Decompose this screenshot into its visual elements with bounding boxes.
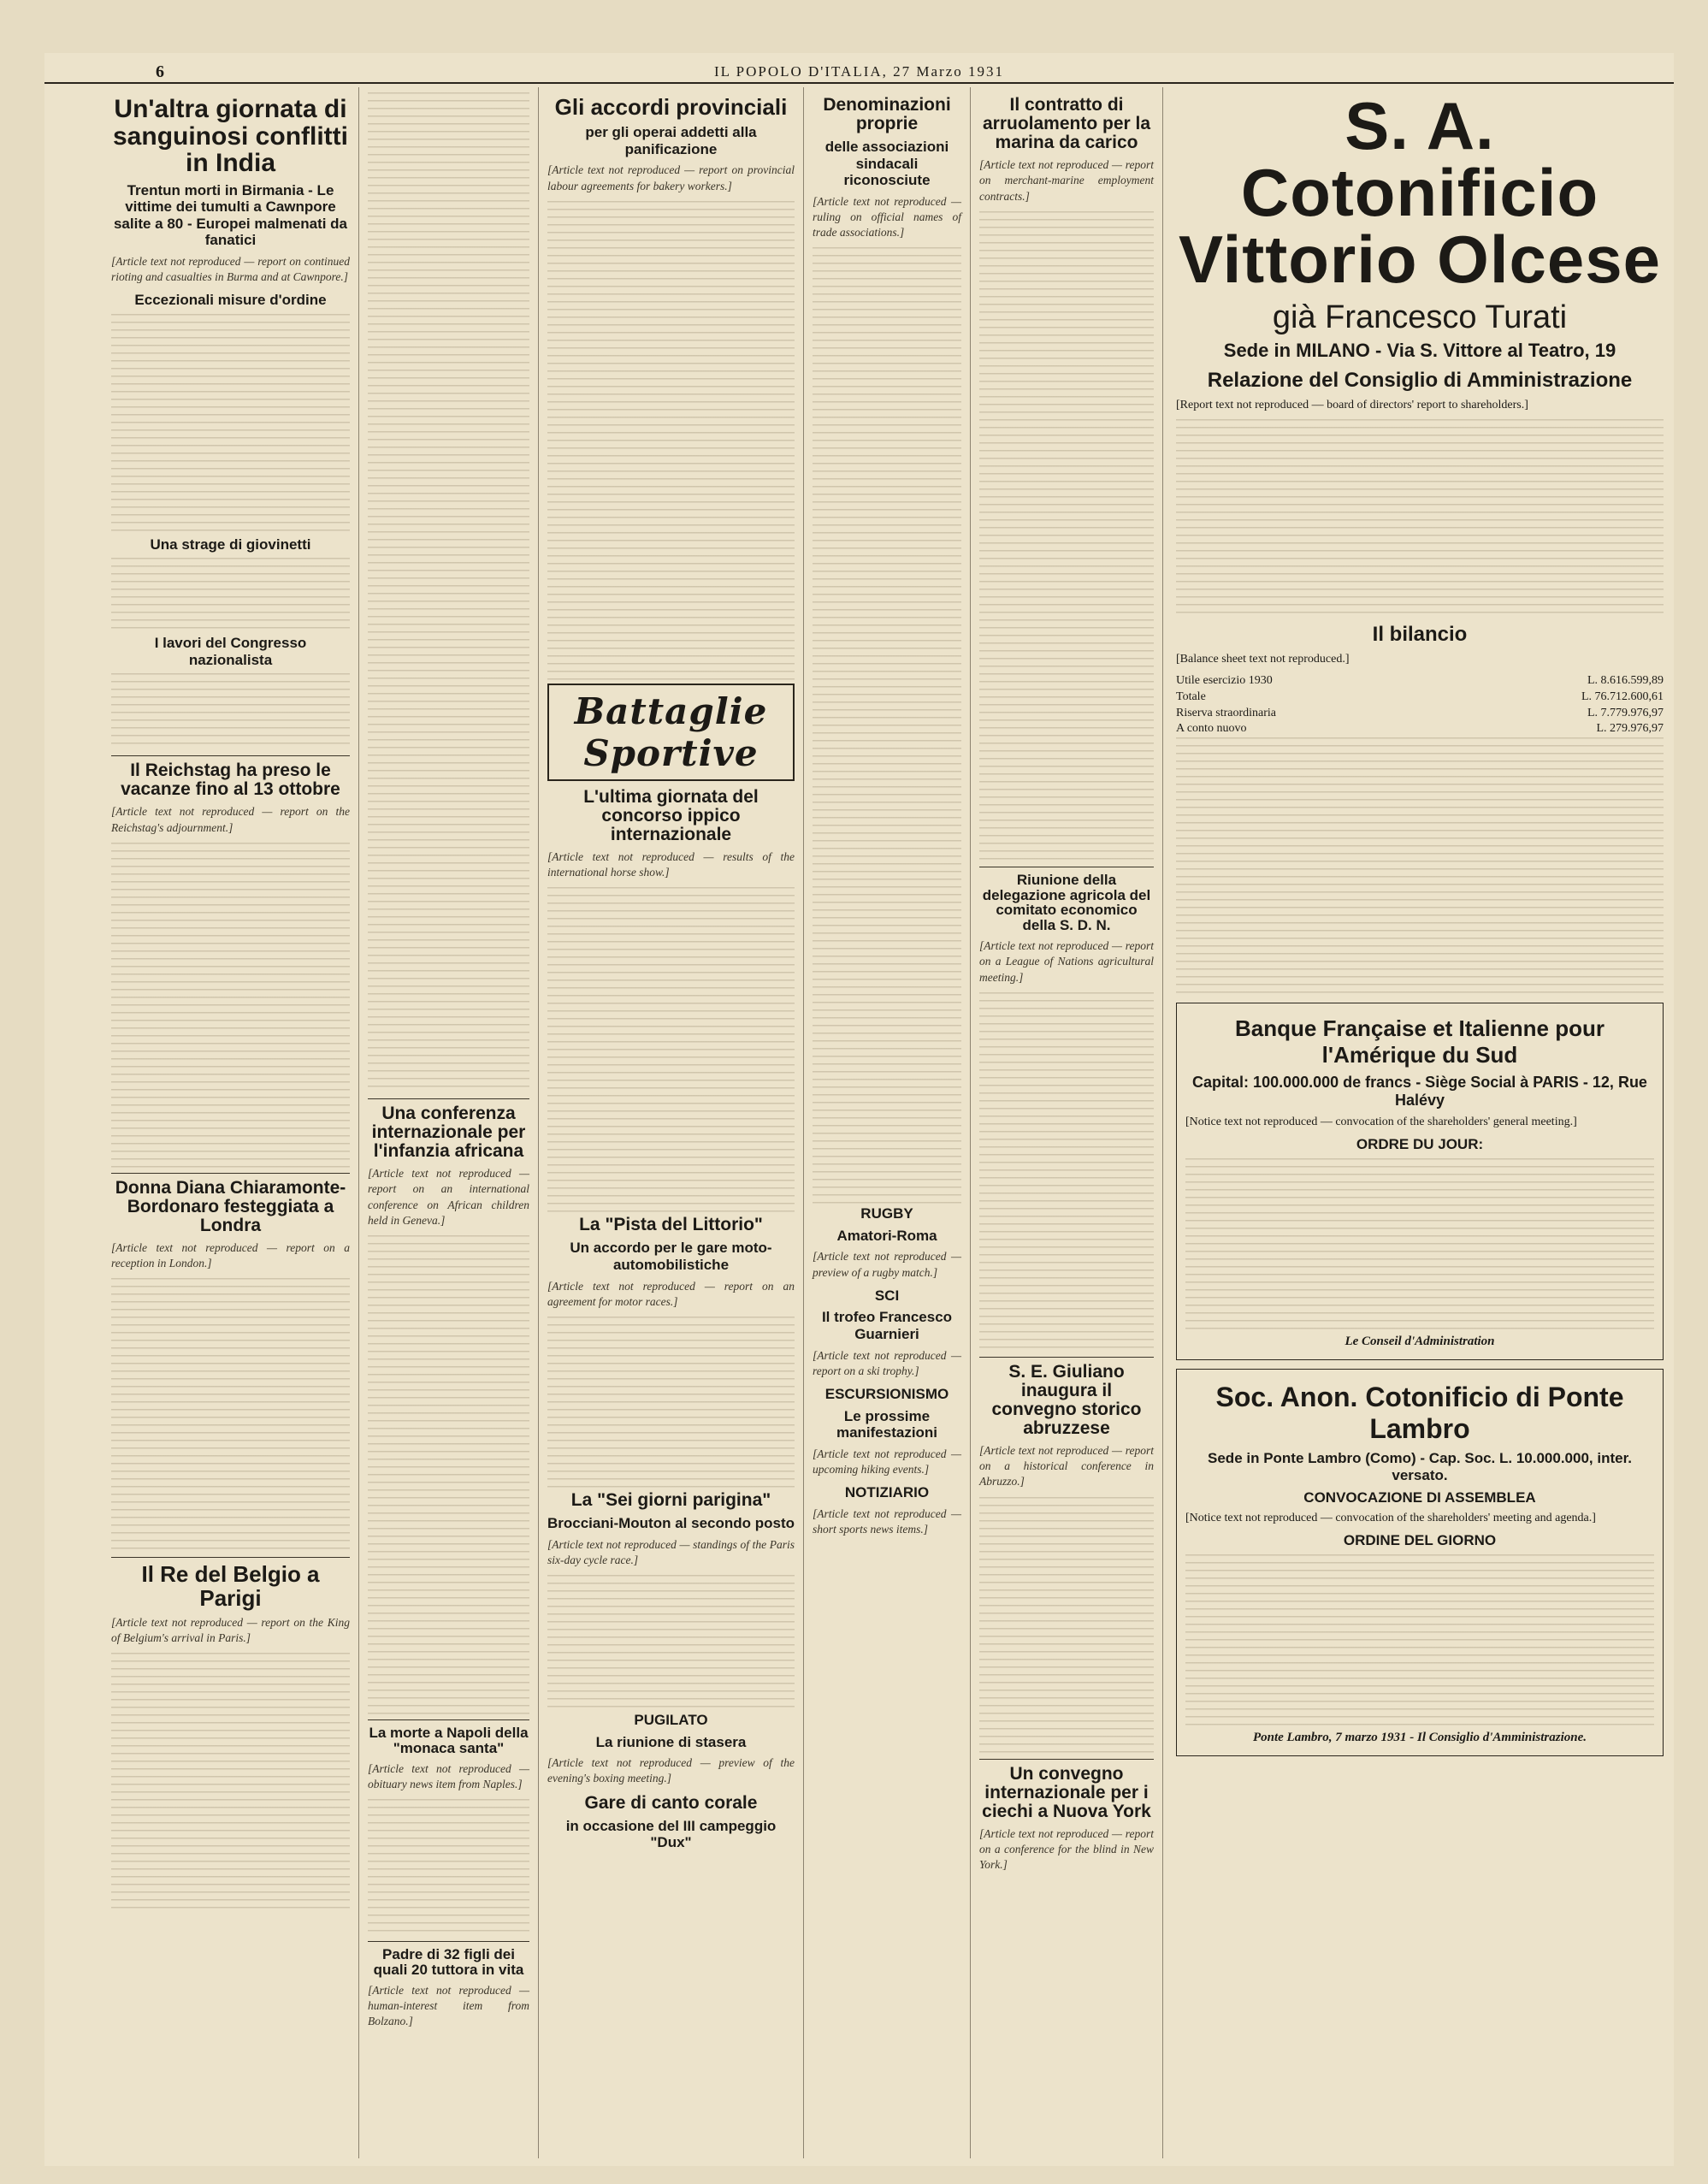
- accordi-subheadline: per gli operai addetti alla panificazione: [585, 124, 757, 157]
- olcese-bilancio-summary: [Balance sheet text not reproduced.]: [1176, 652, 1350, 666]
- lambro-signature: Ponte Lambro, 7 marzo 1931 - Il Consiglio d'Amministrazione.: [1252, 1730, 1587, 1744]
- financial-row: A conto nuovo L. 279.976,97: [1176, 722, 1664, 736]
- article-body-placeholder: [111, 558, 350, 635]
- escursionismo-subheadline: Le prossime manifestazioni: [836, 1407, 938, 1441]
- olcese-subtitle: già Francesco Turati: [1272, 299, 1568, 335]
- column-1: [103, 87, 359, 2158]
- donna-headline: Donna Diana Chiaramonte-Bordonaro festeggiata a Londra: [115, 1177, 346, 1235]
- india-summary: [Article text not reproduced — report on continued rioting and casualties in Burma and at Cawnpore.]: [111, 254, 350, 283]
- re-belgio-summary: [Article text not reproduced — report on the King of Belgium's arrival in Paris.]: [111, 1616, 350, 1645]
- pista-subheadline: Un accordo per le gare moto-automobilistiche: [570, 1240, 772, 1273]
- financial-row: Totale L. 76.712.600,61: [1176, 690, 1664, 703]
- ciechi-headline: Un convegno internazionale per i ciechi a Nuova York: [982, 1763, 1151, 1821]
- article-body-placeholder: [368, 92, 529, 1093]
- contratto-summary: [Article text not reproduced — report on merchant-marine employment contracts.]: [979, 158, 1154, 203]
- column-5: [971, 87, 1163, 2158]
- rugby-title: RUGBY: [860, 1205, 913, 1222]
- article-body-placeholder: [368, 1235, 529, 1714]
- olcese-title: S. A. Cotonificio Vittorio Olcese: [1178, 88, 1662, 297]
- contratto-headline: Il contratto di arruolamento per la marina da carico: [982, 95, 1151, 153]
- article-body-placeholder: [979, 992, 1154, 1352]
- banque-ordre-title: ORDRE DU JOUR:: [1356, 1136, 1484, 1153]
- india-section-title: Una strage di giovinetti: [150, 536, 311, 553]
- olcese-bilancio-title: Il bilancio: [1372, 622, 1468, 646]
- giuliano-summary: [Article text not reproduced — report on a historical conference in Abruzzo.]: [979, 1444, 1154, 1489]
- conferenza-summary: [Article text not reproduced — report on an international conference on African children held in Geneva.]: [368, 1167, 529, 1227]
- lambro-sede: Sede in Ponte Lambro (Como) - Cap. Soc. L. 10.000.000, inter. versato.: [1208, 1449, 1632, 1483]
- lambro-convocazione: CONVOCAZIONE DI ASSEMBLEA: [1303, 1489, 1536, 1506]
- napoli-summary: [Article text not reproduced — obituary news item from Naples.]: [368, 1761, 529, 1790]
- conferenza-headline: Una conferenza internazionale per l'infanzia africana: [371, 1104, 526, 1162]
- denominazioni-subheadline: delle associazioni sindacali riconosciute: [824, 139, 949, 189]
- india-headline: Un'altra giornata di sanguinosi conflitti in India: [113, 95, 348, 177]
- seigiorni-summary: [Article text not reproduced — standings of the Paris six-day cycle race.]: [547, 1537, 795, 1566]
- lambro-title: Soc. Anon. Cotonificio di Ponte Lambro: [1215, 1381, 1624, 1444]
- pugilato-summary: [Article text not reproduced — preview of the evening's boxing meeting.]: [547, 1756, 795, 1785]
- sci-subheadline: Il trofeo Francesco Guarnieri: [821, 1309, 953, 1343]
- pista-summary: [Article text not reproduced — report on an agreement for motor races.]: [547, 1279, 795, 1308]
- article-body-placeholder: [111, 1653, 350, 1909]
- article-body-placeholder: [111, 314, 350, 536]
- seigiorni-subheadline: Brocciani-Mouton al secondo posto: [547, 1515, 795, 1532]
- pugilato-subheadline: La riunione di stasera: [595, 1733, 747, 1750]
- notiziario-title: NOTIZIARIO: [844, 1484, 930, 1501]
- article-body-placeholder: [547, 201, 795, 680]
- article-body-placeholder: [547, 1575, 795, 1712]
- olcese-sede: Sede in MILANO - Via S. Vittore al Teatro, 19: [1223, 340, 1616, 361]
- olcese-financials: [1176, 673, 1664, 738]
- financial-row: Riserva straordinaria L. 7.779.976,97: [1176, 706, 1664, 719]
- reichstag-headline: Il Reichstag ha preso le vacanze fino al 13 ottobre: [121, 761, 340, 800]
- article-body-placeholder: [979, 211, 1154, 861]
- ippico-headline: L'ultima giornata del concorso ippico internazionale: [583, 786, 759, 844]
- riunione-headline: Riunione della delegazione agricola del comitato economico della S. D. N.: [982, 871, 1151, 934]
- napoli-headline: La morte a Napoli della "monaca santa": [369, 1725, 529, 1756]
- column-3: [539, 87, 804, 2158]
- padre-headline: Padre di 32 figli dei quali 20 tuttora in vita: [373, 1946, 524, 1978]
- sci-title: SCI: [874, 1287, 900, 1304]
- article-body-placeholder: [111, 843, 350, 1168]
- sport-banner: Battaglie Sportive: [547, 684, 795, 781]
- article-body-placeholder: [1176, 419, 1664, 616]
- ciechi-summary: [Article text not reproduced — report on a conference for the blind in New York.]: [979, 1826, 1154, 1872]
- article-body-placeholder: [1185, 1554, 1654, 1725]
- seigiorni-headline: La "Sei giorni parigina": [570, 1489, 771, 1510]
- india-subheadline: Trentun morti in Birmania - Le vittime dei tumulti a Cawnpore salite a 80 - Europei malmenati da fanatici: [113, 181, 348, 249]
- financial-row: Utile esercizio 1930 L. 8.616.599,89: [1176, 673, 1664, 687]
- escursionismo-summary: [Article text not reproduced — upcoming hiking events.]: [813, 1447, 961, 1476]
- escursionismo-title: ESCURSIONISMO: [824, 1386, 949, 1402]
- article-body-placeholder: [979, 1497, 1154, 1754]
- masthead: [44, 62, 1674, 84]
- page-number: 6: [156, 62, 164, 81]
- reichstag-summary: [Article text not reproduced — report on the Reichstag's adjournment.]: [111, 805, 350, 834]
- re-belgio-headline: Il Re del Belgio a Parigi: [141, 1561, 320, 1611]
- banque-capital: Capital: 100.000.000 de francs - Siège Social à PARIS - 12, Rue Halévy: [1192, 1074, 1647, 1110]
- column-2: [359, 87, 539, 2158]
- article-body-placeholder: [111, 673, 350, 750]
- riunione-summary: [Article text not reproduced — report on a League of Nations agricultural meeting.]: [979, 939, 1154, 984]
- lambro-ordine-title: ORDINE DEL GIORNO: [1343, 1532, 1497, 1549]
- article-body-placeholder: [368, 1799, 529, 1936]
- india-section-title: Eccezionali misure d'ordine: [134, 292, 327, 309]
- newspaper-title: IL POPOLO D'ITALIA, 27 Marzo 1931: [713, 63, 1005, 80]
- giuliano-headline: S. E. Giuliano inaugura il convegno storico abruzzese: [991, 1361, 1142, 1438]
- article-body-placeholder: [1176, 737, 1664, 994]
- article-body-placeholder: [111, 1278, 350, 1552]
- accordi-headline: Gli accordi provinciali: [554, 94, 788, 120]
- rugby-summary: [Article text not reproduced — preview of a rugby match.]: [813, 1250, 961, 1279]
- denominazioni-summary: [Article text not reproduced — ruling on official names of trade associations.]: [813, 194, 961, 240]
- banque-title: Banque Française et Italienne pour l'Amérique du Sud: [1235, 1015, 1605, 1068]
- canto-headline: Gare di canto corale: [584, 1792, 758, 1813]
- banque-notice: [1176, 1003, 1664, 1359]
- accordi-summary: [Article text not reproduced — report on provincial labour agreements for bakery workers.]: [547, 163, 795, 192]
- banque-signature: Le Conseil d'Administration: [1345, 1334, 1495, 1348]
- column-4: [804, 87, 971, 2158]
- denominazioni-headline: Denominazioni proprie: [823, 95, 951, 134]
- article-body-placeholder: [813, 247, 961, 1205]
- india-section-title: I lavori del Congresso nazionalista: [154, 635, 307, 668]
- canto-subheadline: in occasione del III campeggio "Dux": [565, 1817, 777, 1851]
- notiziario-summary: [Article text not reproduced — short sports news items.]: [813, 1506, 961, 1536]
- article-body-placeholder: [547, 887, 795, 1212]
- padre-summary: [Article text not reproduced — human-interest item from Bolzano.]: [368, 1983, 529, 2028]
- donna-summary: [Article text not reproduced — report on a reception in London.]: [111, 1240, 350, 1270]
- article-body-placeholder: [547, 1317, 795, 1488]
- advertisements: [1167, 87, 1672, 2158]
- pista-headline: La "Pista del Littorio": [579, 1215, 763, 1235]
- olcese-report-title: Relazione del Consiglio di Amministrazione: [1207, 369, 1633, 392]
- olcese-report-summary: [Report text not reproduced — board of directors' report to shareholders.]: [1176, 399, 1528, 411]
- sci-summary: [Article text not reproduced — report on a ski trophy.]: [813, 1348, 961, 1377]
- article-body-placeholder: [1185, 1158, 1654, 1329]
- banque-body: [Notice text not reproduced — convocation of the shareholders' general meeting.]: [1185, 1116, 1577, 1129]
- pugilato-title: PUGILATO: [634, 1712, 708, 1729]
- rugby-subheadline: Amatori-Roma: [836, 1227, 937, 1244]
- ippico-summary: [Article text not reproduced — results of the international horse show.]: [547, 849, 795, 879]
- lambro-notice: [1176, 1369, 1664, 1756]
- lambro-body: [Notice text not reproduced — convocation of the shareholders' meeting and agenda.]: [1185, 1512, 1596, 1525]
